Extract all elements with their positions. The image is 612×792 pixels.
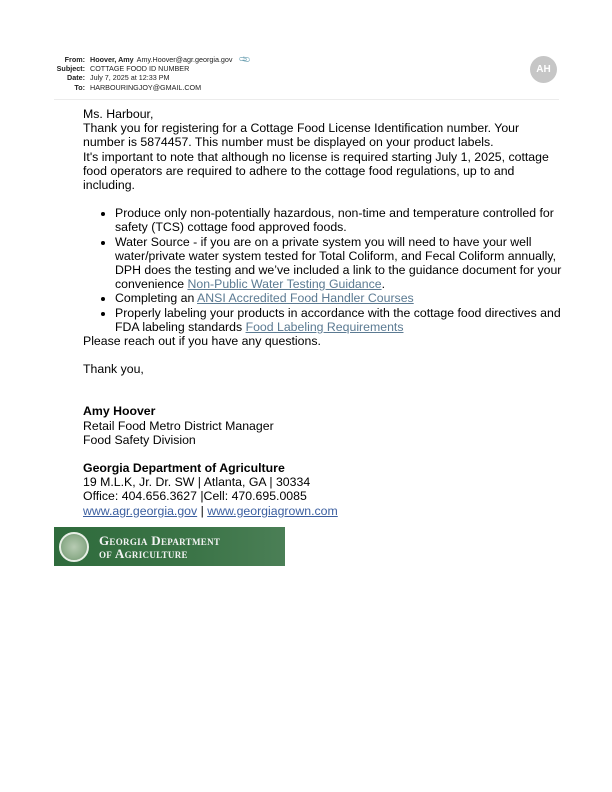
agr-website-link[interactable]: www.agr.georgia.gov <box>83 503 198 518</box>
from-name: Hoover, Amy <box>90 55 134 64</box>
requirements-list <box>83 206 563 334</box>
signature-phones: Office: 404.656.3627 |Cell: 470.695.0085 <box>83 489 307 504</box>
header-divider <box>54 99 559 100</box>
avatar: AH <box>530 56 557 83</box>
list-item: • Properly labeling your products in accordance with the cottage food directives and FDA labeling standards Food Labeling Requirements <box>115 306 563 334</box>
list-item: • Water Source - if you are on a private system you will need to have your well water/private water system tested for Total Coliform, and Fecal Coliform annually, DPH does the testing and we’ve included a link to the guidance document for your convenience Non-Public Water Testing Guidance. <box>115 235 563 292</box>
signature-title: Retail Food Metro District Manager <box>83 418 274 433</box>
subject-value: COTTAGE FOOD ID NUMBER <box>90 64 190 74</box>
signature-division: Food Safety Division <box>83 432 196 447</box>
gda-logo <box>54 527 285 566</box>
signature-address: 19 M.L.K, Jr. Dr. SW | Atlanta, GA | 30334 <box>83 475 311 490</box>
food-handler-courses-link[interactable]: ANSI Accredited Food Handler Courses <box>197 291 414 306</box>
signature-name: Amy Hoover <box>83 404 156 419</box>
logo-text: Georgia Department of Agriculture <box>99 532 221 561</box>
paragraph-1: Thank you for registering for a Cottage Food License Identification number. Your number is 5874457. This number must be displayed on your product labels. <box>83 121 520 150</box>
greeting: Ms. Harbour, <box>83 107 154 121</box>
date-value: July 7, 2025 at 12:33 PM <box>90 73 170 83</box>
sign-off: Thank you, <box>83 362 144 377</box>
food-labeling-link[interactable]: Food Labeling Requirements <box>245 319 404 334</box>
date-row <box>40 73 560 82</box>
email-header <box>40 52 560 92</box>
date-label: Date: <box>67 73 85 83</box>
georgiagrown-link[interactable]: www.georgiagrown.com <box>207 503 338 518</box>
paperclip-icon[interactable]: 📎 <box>237 52 252 67</box>
subject-row <box>40 64 560 73</box>
from-label: From: <box>64 55 85 64</box>
signature: Amy Hoover Retail Food Metro District Manager Food Safety Division Georgia Department of Agriculture 19 M.L.K, Jr. Dr. SW | Atlanta, GA | 30334 Office: 404.656.3627 |Cell: 470.695.0085 www.agr.georgia.gov | www.georgiagrown.com <box>83 404 563 517</box>
to-row <box>40 83 560 92</box>
list-item: • Completing an ANSI Accredited Food Handler Courses <box>115 291 563 305</box>
email-body <box>83 107 563 518</box>
subject-label: Subject: <box>56 64 85 74</box>
list-item: • Produce only non-potentially hazardous, non-time and temperature controlled for safety (TCS) cottage food approved foods. <box>115 206 563 234</box>
signature-org: Georgia Department of Agriculture <box>83 461 285 476</box>
from-email[interactable]: Amy.Hoover@agr.georgia.gov <box>136 55 233 64</box>
to-label: To: <box>74 82 85 92</box>
paragraph-2: It's important to note that although no license is required starting July 1, 2025, cottage food operators are required to adhere to the cottage food regulations, up to and including. <box>83 149 549 193</box>
state-seal-icon <box>59 532 89 562</box>
to-value: HARBOURINGJOY@GMAIL.COM <box>90 82 202 92</box>
from-row <box>40 52 560 67</box>
water-testing-link[interactable]: Non-Public Water Testing Guidance <box>187 277 382 292</box>
closing-line: Please reach out if you have any questions. <box>83 334 321 349</box>
